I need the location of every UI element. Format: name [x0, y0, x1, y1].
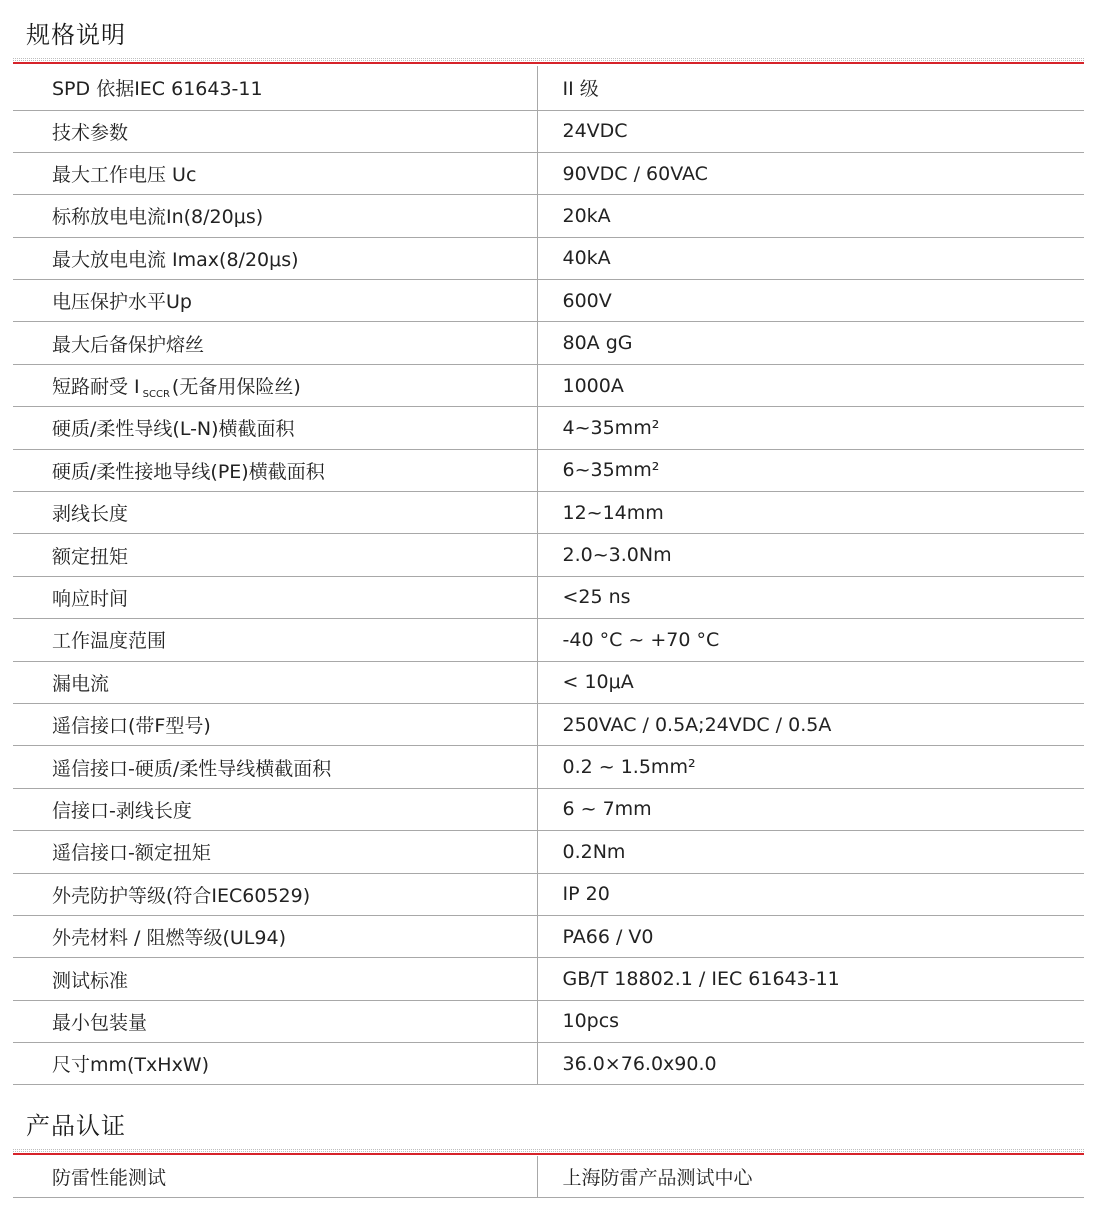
spec-row	[13, 703, 1084, 745]
spec-label: 最大工作电压 Uc	[13, 152, 537, 194]
spec-label: 硬质/柔性导线(L-N)横截面积	[13, 407, 537, 449]
spec-label: 外壳材料 / 阻燃等级(UL94)	[13, 915, 537, 957]
spec-value: 10pcs	[537, 1000, 1084, 1042]
spec-value: 6 ~ 7mm	[537, 788, 1084, 830]
spec-label-subscript: SCCR	[142, 388, 170, 400]
spec-label: SPD 依据IEC 61643-11	[13, 66, 537, 110]
spec-row	[13, 110, 1084, 152]
spec-value: 12~14mm	[537, 492, 1084, 534]
spec-value: 90VDC / 60VAC	[537, 152, 1084, 194]
spec-row	[13, 788, 1084, 830]
spec-label: 遥信接口-额定扭矩	[13, 831, 537, 873]
specs-section-title: 规格说明	[26, 21, 126, 49]
spec-label	[13, 364, 537, 406]
spec-label: 信接口-剥线长度	[13, 788, 537, 830]
spec-label: 剥线长度	[13, 492, 537, 534]
spec-row	[13, 534, 1084, 576]
spec-label-text: 短路耐受 I	[52, 375, 140, 398]
spec-value: 6~35mm²	[537, 449, 1084, 491]
spec-value: PA66 / V0	[537, 915, 1084, 957]
spec-value: IP 20	[537, 873, 1084, 915]
spec-row	[13, 1043, 1084, 1085]
certification-title-divider	[13, 1149, 1084, 1155]
spec-value: 1000A	[537, 364, 1084, 406]
spec-row	[13, 195, 1084, 237]
spec-value: -40 °C ~ +70 °C	[537, 619, 1084, 661]
certification-row	[13, 1156, 1084, 1197]
spec-label: 遥信接口(带F型号)	[13, 703, 537, 745]
spec-row	[13, 492, 1084, 534]
spec-label: 技术参数	[13, 110, 537, 152]
spec-row	[13, 619, 1084, 661]
certification-table	[13, 1156, 1084, 1198]
spec-value: 80A gG	[537, 322, 1084, 364]
spec-row	[13, 746, 1084, 788]
spec-label: 最小包装量	[13, 1000, 537, 1042]
certification-section-title: 产品认证	[26, 1112, 126, 1140]
spec-row	[13, 364, 1084, 406]
spec-label: 标称放电电流In(8/20μs)	[13, 195, 537, 237]
spec-row	[13, 915, 1084, 957]
spec-value: 36.0×76.0x90.0	[537, 1043, 1084, 1085]
spec-label: 防雷性能测试	[13, 1156, 537, 1197]
spec-value: 0.2 ~ 1.5mm²	[537, 746, 1084, 788]
spec-row	[13, 1000, 1084, 1042]
spec-row	[13, 831, 1084, 873]
spec-row	[13, 661, 1084, 703]
spec-label: 遥信接口-硬质/柔性导线横截面积	[13, 746, 537, 788]
spec-value: 250VAC / 0.5A;24VDC / 0.5A	[537, 703, 1084, 745]
spec-value: II 级	[537, 66, 1084, 110]
spec-value: 4~35mm²	[537, 407, 1084, 449]
spec-label: 最大放电电流 Imax(8/20μs)	[13, 237, 537, 279]
spec-row	[13, 407, 1084, 449]
spec-label: 硬质/柔性接地导线(PE)横截面积	[13, 449, 537, 491]
spec-row	[13, 873, 1084, 915]
spec-value: 20kA	[537, 195, 1084, 237]
spec-label-text: (无备用保险丝)	[171, 375, 301, 398]
spec-value: 40kA	[537, 237, 1084, 279]
spec-label: 最大后备保护熔丝	[13, 322, 537, 364]
spec-label: 额定扭矩	[13, 534, 537, 576]
spec-row	[13, 449, 1084, 491]
spec-value: 0.2Nm	[537, 831, 1084, 873]
spec-label: 漏电流	[13, 661, 537, 703]
spec-value: 2.0~3.0Nm	[537, 534, 1084, 576]
spec-value: GB/T 18802.1 / IEC 61643-11	[537, 958, 1084, 1000]
spec-value: <25 ns	[537, 576, 1084, 618]
specs-table	[13, 66, 1084, 1085]
spec-label: 外壳防护等级(符合IEC60529)	[13, 873, 537, 915]
spec-row	[13, 958, 1084, 1000]
spec-label: 响应时间	[13, 576, 537, 618]
spec-row	[13, 237, 1084, 279]
spec-value: 24VDC	[537, 110, 1084, 152]
spec-value: < 10μA	[537, 661, 1084, 703]
spec-value: 600V	[537, 280, 1084, 322]
spec-value: 上海防雷产品测试中心	[537, 1156, 1084, 1197]
spec-label: 工作温度范围	[13, 619, 537, 661]
spec-label: 电压保护水平Up	[13, 280, 537, 322]
spec-label: 测试标准	[13, 958, 537, 1000]
spec-row	[13, 152, 1084, 194]
spec-row	[13, 322, 1084, 364]
spec-row	[13, 66, 1084, 110]
spec-label: 尺寸mm(TxHxW)	[13, 1043, 537, 1085]
spec-row	[13, 576, 1084, 618]
spec-row	[13, 280, 1084, 322]
specs-title-divider	[13, 58, 1084, 64]
